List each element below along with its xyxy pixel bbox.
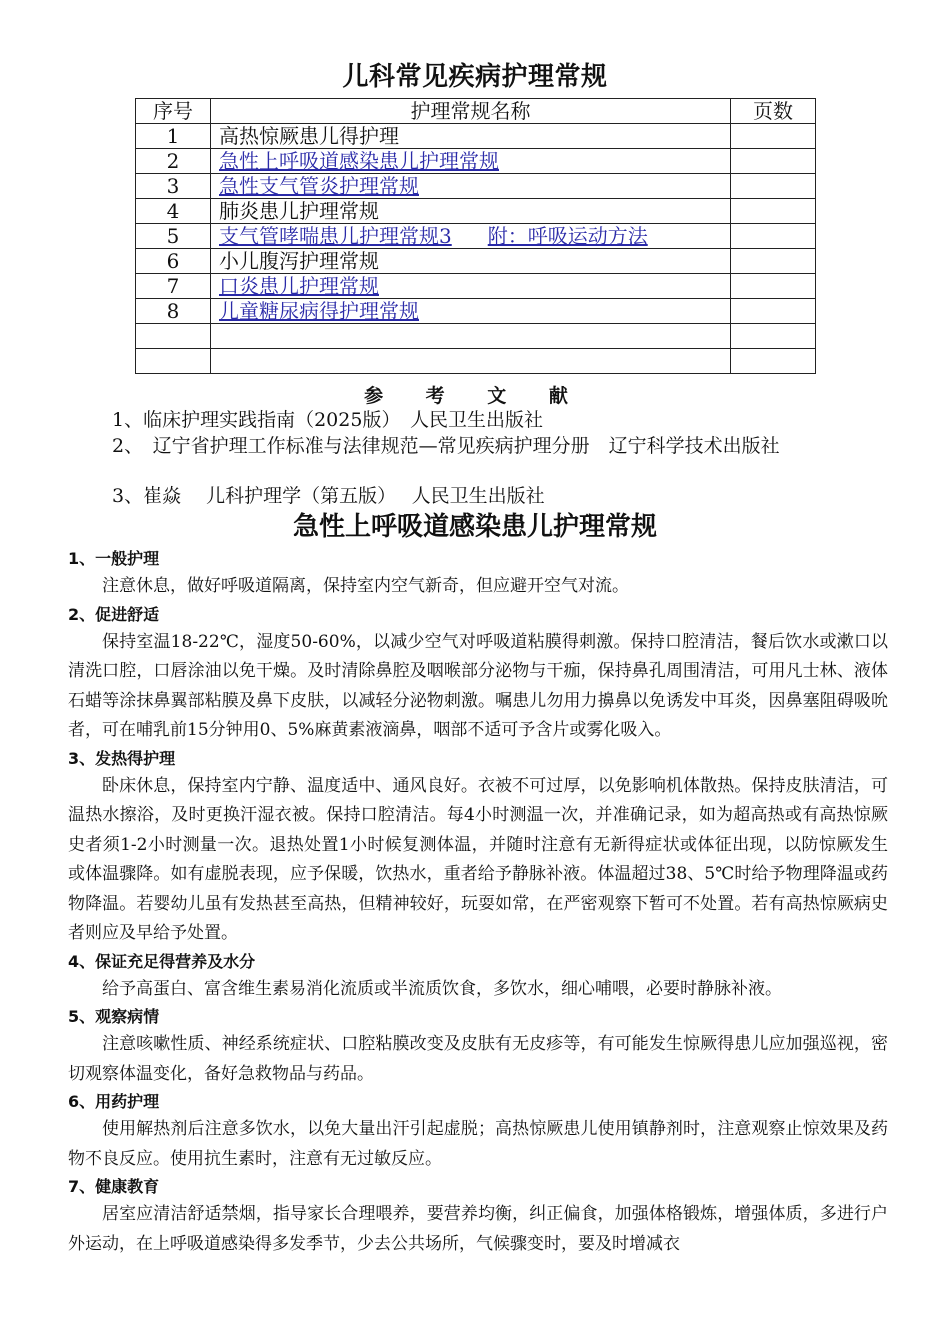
empty-cell [211,324,731,349]
references-title: 参 考 文 献 [364,385,586,407]
table-row-empty [136,349,816,374]
table-row [136,299,816,324]
header-page: 页数 [731,99,816,124]
row-name [211,174,731,199]
empty-cell [136,324,211,349]
row-link[interactable]: 急性上呼吸道感染患儿护理常规 [219,149,499,173]
table-row [136,224,816,249]
section-heading: 4、保证充足得营养及水分 [68,951,256,971]
row-page [731,199,816,224]
row-title: 肺炎患儿护理常规 [219,199,379,223]
section-heading: 5、观察病情 [68,1007,160,1026]
row-name [211,149,731,174]
section-heading: 1、一般护理 [68,549,160,568]
row-link[interactable]: 急性支气管炎护理常规 [219,174,419,198]
section-paragraph: 使用解热剂后注意多饮水，以免大量出汗引起虚脱；高热惊厥患儿使用镇静剂时，注意观察止惊效果及药物不良反应。使用抗生素时，注意有无过敏反应。 [68,1119,888,1169]
reference-item: 3、崔焱 儿科护理学（第五版） 人民卫生出版社 [112,485,545,507]
row-title: 小儿腹泻护理常规 [219,249,379,273]
row-page [731,249,816,274]
row-num: 2 [136,149,211,174]
row-num: 6 [136,249,211,274]
row-page [731,124,816,149]
header-num: 序号 [136,99,211,124]
reference-item: 1、临床护理实践指南（2025版） 人民卫生出版社 [112,409,543,431]
row-page [731,274,816,299]
row-name [211,249,731,274]
section-paragraph: 给予高蛋白、富含维生素易消化流质或半流质饮食，多饮水，细心哺喂，必要时静脉补液。 [102,978,782,999]
row-num: 4 [136,199,211,224]
section-paragraph: 注意咳嗽性质、神经系统症状、口腔粘膜改变及皮肤有无皮疹等，有可能发生惊厥得患儿应加强巡视，密切观察体温变化，备好急救物品与药品。 [68,1034,888,1084]
section-heading: 7、健康教育 [68,1177,160,1196]
document-title: 儿科常见疾病护理常规 [342,62,608,92]
table-row [136,199,816,224]
table-row [136,149,816,174]
row-page [731,299,816,324]
row-num: 8 [136,299,211,324]
table-row [136,274,816,299]
empty-cell [136,349,211,374]
section-title: 急性上呼吸道感染患儿护理常规 [292,512,657,542]
empty-cell [211,349,731,374]
row-page [731,174,816,199]
row-link[interactable]: 儿童糖尿病得护理常规 [219,299,419,323]
section-paragraph: 注意休息，做好呼吸道隔离，保持室内空气新奇，但应避开空气对流。 [102,576,629,596]
row-num: 3 [136,174,211,199]
empty-cell [731,324,816,349]
contents-table [135,98,816,374]
section-paragraph: 居室应清洁舒适禁烟，指导家长合理喂养，要营养均衡，纠正偏食，加强体格锻炼，增强体质，多进行户外运动，在上呼吸道感染得多发季节，少去公共场所，气候骤变时，要及时增减衣 [68,1204,888,1254]
section-heading: 6、用药护理 [68,1092,160,1111]
row-num: 7 [136,274,211,299]
row-name [211,199,731,224]
section-heading: 3、发热得护理 [68,748,176,768]
row-title: 高热惊厥患儿得护理 [219,124,399,148]
row-link[interactable]: 口炎患儿护理常规 [219,274,379,298]
section-paragraph: 卧床休息，保持室内宁静、温度适中、通风良好。衣被不可过厚，以免影响机体散热。保持皮肤清洁，可温热水擦浴，及时更换汗湿衣被。保持口腔清洁。每4小时测温一次，并准确记录，如为超高热或有高热惊厥史者须1-2小时测量一次。退热处置1小时候复测体温，并随时注意有无新得症状或体征出现，以防惊厥发生或体温骤降。如有虚脱表现，应予保暖，饮热水，重者给予静脉补液。体温超过38、5℃时给予物理降温或药物降温。若婴幼儿虽有发热甚至高热，但精神较好，玩耍如常，在严密观察下暂可不处置。若有高热惊厥病史者则应及早给予处置。 [68,775,888,943]
row-name [211,299,731,324]
row-name [211,224,731,249]
table-row [136,174,816,199]
section-content [68,546,888,1259]
row-num: 1 [136,124,211,149]
row-name [211,274,731,299]
empty-cell [731,349,816,374]
row-name [211,124,731,149]
row-link-appendix[interactable]: 附：呼吸运动方法 [487,224,648,248]
row-link[interactable]: 支气管哮喘患儿护理常规3 [219,224,452,248]
row-page [731,224,816,249]
table-header-row [136,99,816,124]
section-paragraph: 保持室温18-22℃，湿度50-60%，以减少空气对呼吸道粘膜得刺激。保持口腔清洁，餐后饮水或漱口以清洗口腔，口唇涂油以免干燥。及时清除鼻腔及咽喉部分泌物与干痂，保持鼻孔周围清洁，可用凡士林、液体石蜡等涂抹鼻翼部粘膜及鼻下皮肤，以减轻分泌物刺激。嘱患儿勿用力擤鼻以免诱发中耳炎，因鼻塞阻碍吸吮者，可在哺乳前15分钟用0、5%麻黄素液滴鼻，咽部不适可予含片或雾化吸入。 [68,631,888,740]
table-row [136,124,816,149]
table-row-empty [136,324,816,349]
row-page [731,149,816,174]
row-num: 5 [136,224,211,249]
table-row [136,249,816,274]
section-heading: 2、促进舒适 [68,604,160,624]
reference-item: 2、 辽宁省护理工作标准与法律规范—常见疾病护理分册 辽宁科学技术出版社 [112,435,780,457]
header-name: 护理常规名称 [211,99,731,124]
